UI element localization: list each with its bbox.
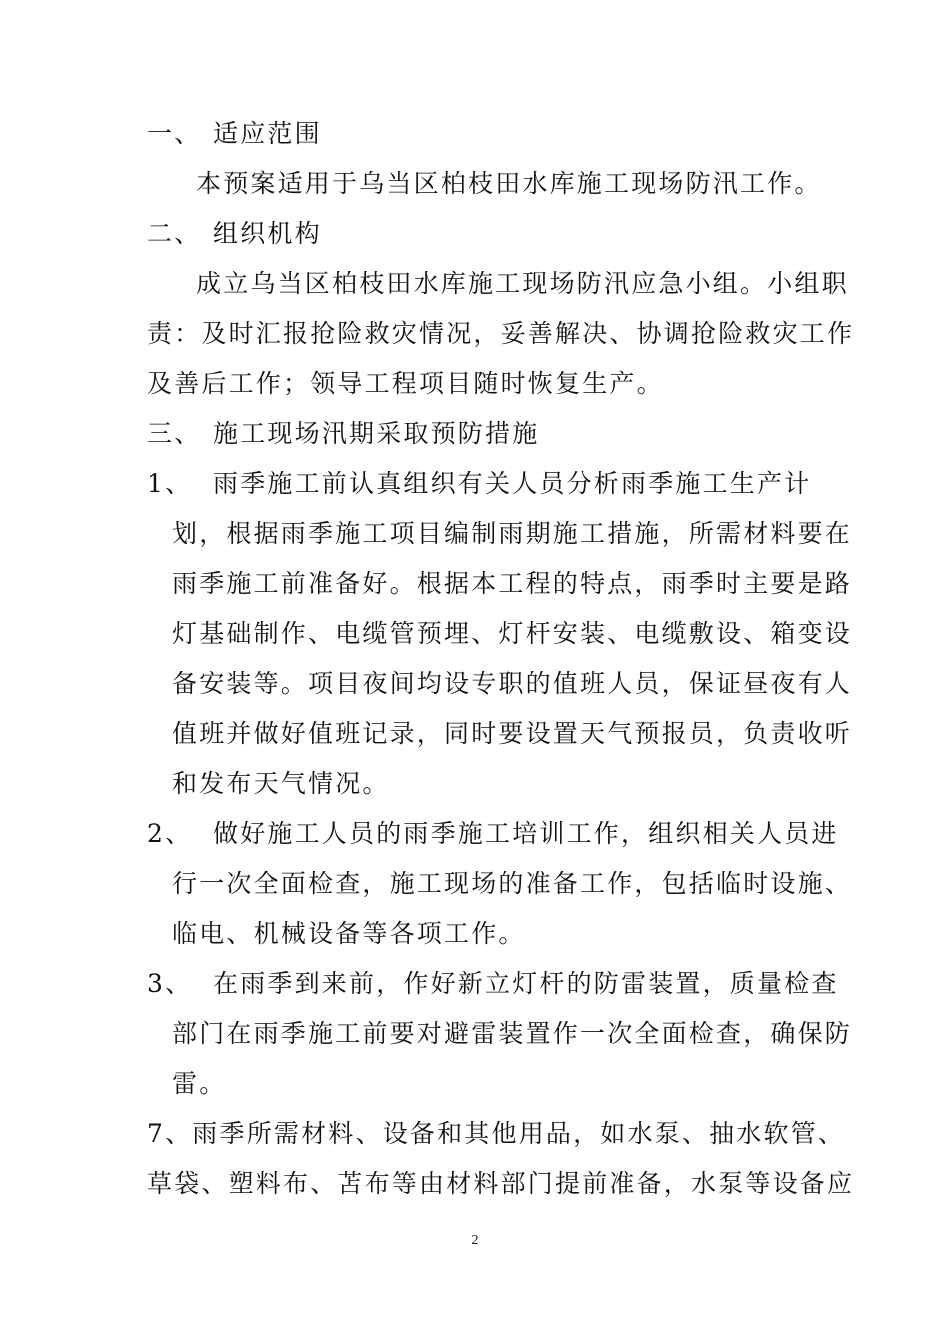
list-item-line: 和发布天气情况。 [172, 769, 390, 798]
section-number: 一、 [147, 119, 202, 148]
section-number: 三、 [147, 419, 202, 448]
list-item-line: 在雨季到来前，作好新立灯杆的防雷装置，质量检查 [213, 969, 839, 998]
list-item-line: 做好施工人员的雨季施工培训工作，组织相关人员进 [213, 819, 839, 848]
list-item-line: 值班并做好值班记录，同时要设置天气预报员，负责收听 [172, 719, 853, 748]
section-number: 二、 [147, 219, 202, 248]
list-item-line: 7、雨季所需材料、设备和其他用品，如水泵、抽水软管、 [147, 1119, 846, 1148]
list-item-line: 备安装等。项目夜间均设专职的值班人员，保证昼夜有人 [172, 669, 853, 698]
list-item-line: 行一次全面检查，施工现场的准备工作，包括临时设施、 [172, 869, 853, 898]
list-item-line: 雷。 [172, 1069, 227, 1098]
section-title: 组织机构 [213, 219, 322, 248]
list-item-number: 1、 [147, 469, 193, 498]
list-item-line: 临电、机械设备等各项工作。 [172, 919, 526, 948]
list-item-number: 3、 [147, 969, 193, 998]
list-item-line: 部门在雨季施工前要对避雷装置作一次全面检查，确保防 [172, 1019, 853, 1048]
list-item-line: 雨季施工前认真组织有关人员分析雨季施工生产计 [213, 469, 812, 498]
list-item-number: 2、 [147, 819, 193, 848]
paragraph-line: 本预案适用于乌当区柏枝田水库施工现场防汛工作。 [196, 169, 822, 198]
page-number: 2 [471, 1233, 479, 1248]
section-title: 适应范围 [213, 119, 322, 148]
list-item-line: 灯基础制作、电缆管预埋、灯杆安装、电缆敷设、箱变设 [172, 619, 853, 648]
paragraph-line: 责：及时汇报抢险救灾情况，妥善解决、协调抢险救灾工作 [147, 319, 855, 348]
list-item-line: 草袋、塑料布、苫布等由材料部门提前准备，水泵等设备应 [147, 1169, 855, 1198]
list-item-line: 雨季施工前准备好。根据本工程的特点，雨季时主要是路 [172, 569, 853, 598]
section-title: 施工现场汛期采取预防措施 [213, 419, 540, 448]
paragraph-line: 成立乌当区柏枝田水库施工现场防汛应急小组。小组职 [196, 269, 849, 298]
paragraph-line: 及善后工作；领导工程项目随时恢复生产。 [147, 369, 664, 398]
list-item-line: 划，根据雨季施工项目编制雨期施工措施，所需材料要在 [172, 519, 853, 548]
